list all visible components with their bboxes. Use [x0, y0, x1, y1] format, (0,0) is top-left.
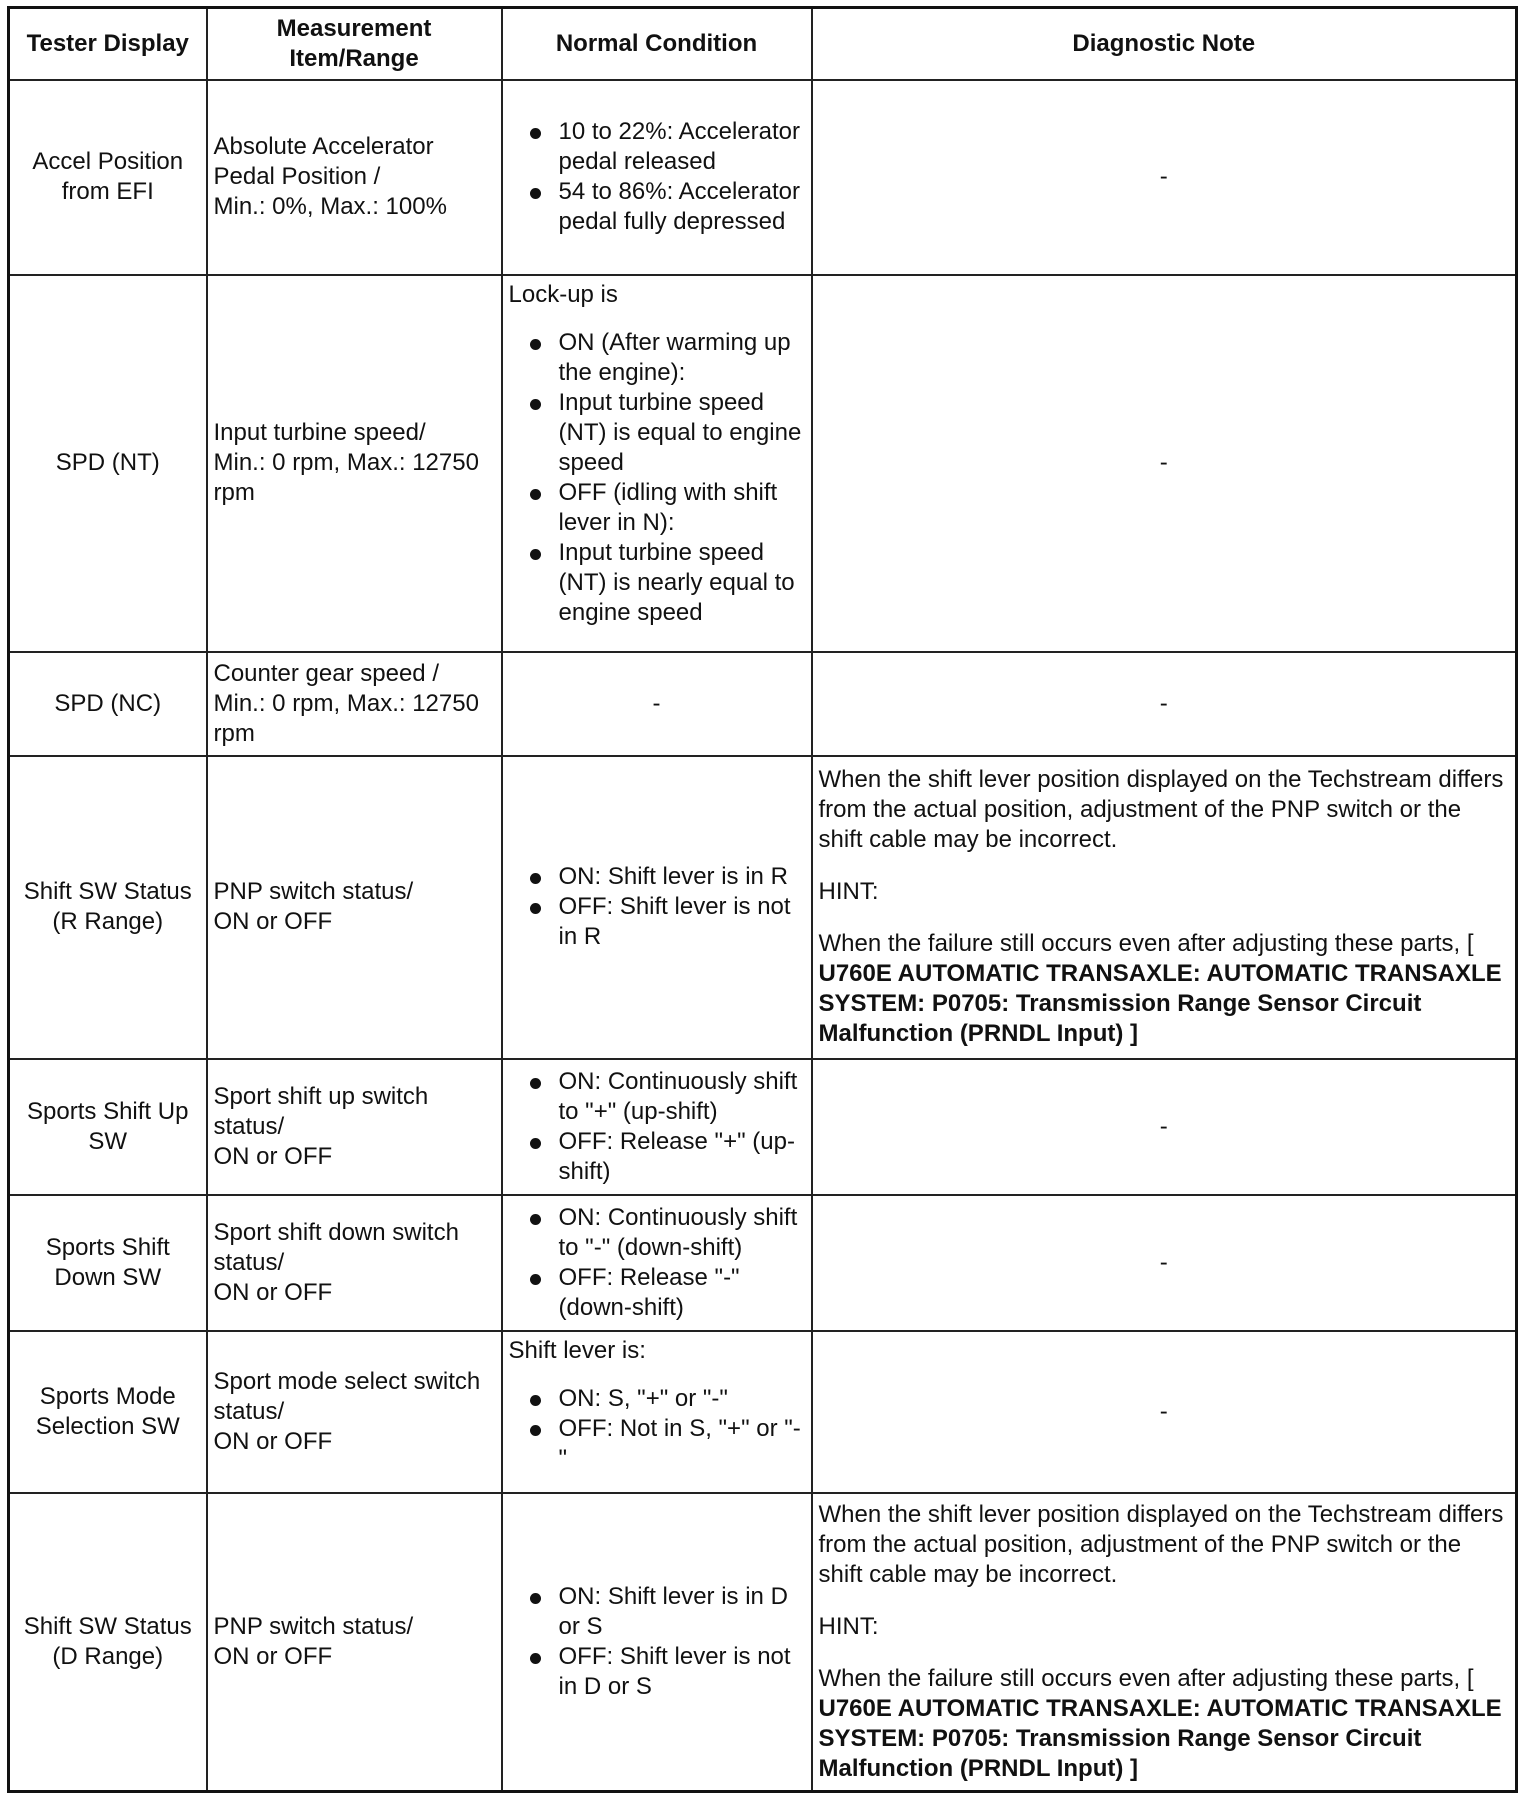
measurement-cell: Sport mode select switch status/ ON or OFF [207, 1331, 502, 1493]
header-row [9, 8, 1517, 80]
table-row [9, 756, 1517, 1059]
table-row [9, 1195, 1517, 1331]
normal-condition-cell [502, 1059, 812, 1195]
normal-condition-cell [502, 1493, 812, 1792]
diagnostic-note-cell: - [812, 1331, 1517, 1493]
note-paragraph: When the shift lever position displayed on the Techstream differs from the actual position, adjustment of the PNP switch or the shift cable may be incorrect. [818, 766, 1504, 853]
tester-display-cell: Sports Shift Down SW [9, 1195, 207, 1331]
condition-bullet: ON (After warming up the engine): [509, 328, 805, 388]
procedure-link[interactable]: U760E AUTOMATIC TRANSAXLE: AUTOMATIC TRANSAXLE SYSTEM: P0705: Transmission Range Sensor Circuit Malfunction (PRNDL Input) ] [818, 1694, 1502, 1782]
measurement-cell: Absolute Accelerator Pedal Position / Min.: 0%, Max.: 100% [207, 80, 502, 275]
condition-bullet: 10 to 22%: Accelerator pedal released [509, 117, 805, 177]
table-row [9, 80, 1517, 275]
condition-bullet: OFF: Shift lever is not in D or S [509, 1642, 805, 1702]
table-row [9, 1493, 1517, 1792]
header-measurement: Measurement Item/Range [207, 8, 502, 80]
tester-display-cell: Shift SW Status (R Range) [9, 756, 207, 1059]
header-tester-display: Tester Display [9, 8, 207, 80]
condition-bullet: ON: Continuously shift to "+" (up-shift) [509, 1067, 805, 1127]
tester-display-cell: SPD (NC) [9, 652, 207, 756]
condition-bullet: OFF: Not in S, "+" or "-" [509, 1414, 805, 1474]
procedure-link[interactable]: U760E AUTOMATIC TRANSAXLE: AUTOMATIC TRANSAXLE SYSTEM: P0705: Transmission Range Sensor Circuit Malfunction (PRNDL Input) ] [818, 960, 1502, 1047]
tester-display-cell: SPD (NT) [9, 275, 207, 652]
diagnostic-note-cell: - [812, 80, 1517, 275]
header-diagnostic-note: Diagnostic Note [812, 8, 1517, 80]
header-normal-condition: Normal Condition [502, 8, 812, 80]
condition-bullet: OFF: Shift lever is not in R [509, 892, 805, 952]
measurement-cell: Input turbine speed/ Min.: 0 rpm, Max.: 12750 rpm [207, 275, 502, 652]
measurement-cell: Sport shift down switch status/ ON or OFF [207, 1195, 502, 1331]
table-row [9, 1059, 1517, 1195]
condition-intro: Lock-up is [508, 280, 618, 308]
condition-bullet: ON: S, "+" or "-" [509, 1384, 805, 1414]
note-hint: HINT: [818, 1612, 879, 1640]
condition-bullet: ON: Continuously shift to "-" (down-shift) [509, 1203, 805, 1263]
table-row [9, 1331, 1517, 1493]
condition-bullet: Input turbine speed (NT) is nearly equal to engine speed [509, 538, 805, 628]
normal-condition-cell [502, 1331, 812, 1493]
tester-display-cell: Sports Mode Selection SW [9, 1331, 207, 1493]
condition-bullet: ON: Shift lever is in R [509, 862, 805, 892]
data-list-table [7, 6, 1518, 1793]
tester-display-cell: Sports Shift Up SW [9, 1059, 207, 1195]
normal-condition-cell: - [502, 652, 812, 756]
condition-bullet: Input turbine speed (NT) is equal to engine speed [509, 388, 805, 478]
diagnostic-note-cell: - [812, 1059, 1517, 1195]
condition-bullet: OFF: Release "+" (up-shift) [509, 1127, 805, 1187]
tester-display-cell: Shift SW Status (D Range) [9, 1493, 207, 1792]
table-row [9, 652, 1517, 756]
condition-bullet: ON: Shift lever is in D or S [509, 1582, 805, 1642]
table-row [9, 275, 1517, 652]
diagnostic-note-cell: - [812, 1195, 1517, 1331]
condition-intro: Shift lever is: [508, 1336, 646, 1364]
normal-condition-cell [502, 1195, 812, 1331]
note-paragraph: When the failure still occurs even after adjusting these parts, [ U760E AUTOMATIC TRANSAXLE: AUTOMATIC TRANSAXLE SYSTEM: P0705: Transmission Range Sensor Circuit Malfunction (PRNDL Input) ] [818, 930, 1502, 1047]
measurement-cell: Sport shift up switch status/ ON or OFF [207, 1059, 502, 1195]
diagnostic-note-cell [812, 756, 1517, 1059]
normal-condition-cell [502, 80, 812, 275]
note-paragraph: When the shift lever position displayed on the Techstream differs from the actual position, adjustment of the PNP switch or the shift cable may be incorrect. [818, 1500, 1504, 1588]
note-hint: HINT: [818, 878, 879, 905]
normal-condition-cell [502, 756, 812, 1059]
normal-condition-cell [502, 275, 812, 652]
note-paragraph: When the failure still occurs even after adjusting these parts, [ U760E AUTOMATIC TRANSAXLE: AUTOMATIC TRANSAXLE SYSTEM: P0705: Transmission Range Sensor Circuit Malfunction (PRNDL Input) ] [818, 1664, 1502, 1782]
diagnostic-note-cell: - [812, 275, 1517, 652]
diagnostic-note-cell [812, 1493, 1517, 1792]
measurement-cell: Counter gear speed / Min.: 0 rpm, Max.: 12750 rpm [207, 652, 502, 756]
measurement-cell: PNP switch status/ ON or OFF [207, 756, 502, 1059]
measurement-cell: PNP switch status/ ON or OFF [207, 1493, 502, 1792]
condition-bullet: OFF (idling with shift lever in N): [509, 478, 805, 538]
tester-display-cell: Accel Position from EFI [9, 80, 207, 275]
condition-bullet: OFF: Release "-" (down-shift) [509, 1263, 805, 1323]
diagnostic-note-cell: - [812, 652, 1517, 756]
condition-bullet: 54 to 86%: Accelerator pedal fully depressed [509, 177, 805, 237]
